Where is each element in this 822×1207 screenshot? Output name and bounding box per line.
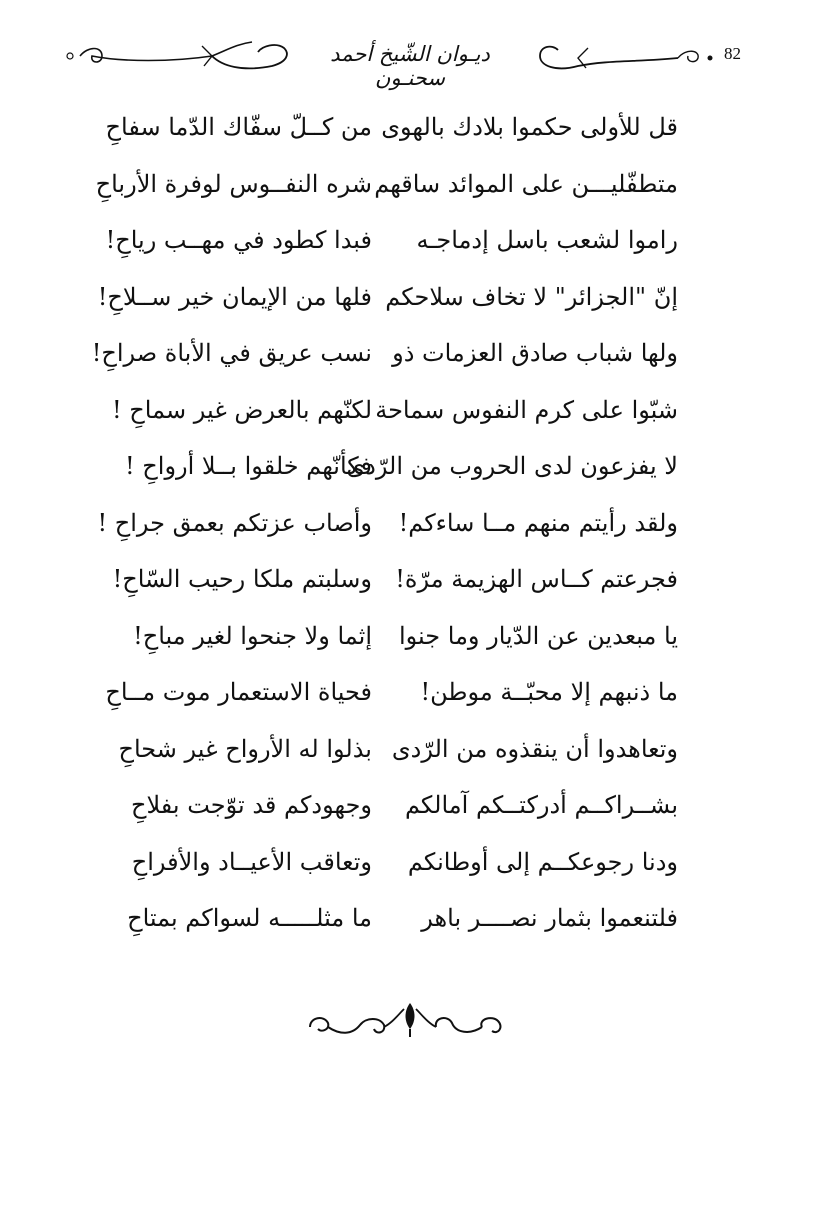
verse-second-hemistich: فبدا كطود في مهــب رياحِ! xyxy=(105,226,372,254)
verse xyxy=(100,439,700,496)
verse-first-hemistich: ما ذنبهم إلا محبّــة موطن! xyxy=(420,678,678,706)
verse xyxy=(100,552,700,609)
running-title: ديـوان الشّيخ أحمد سحنـون xyxy=(330,42,490,90)
verse xyxy=(97,496,700,553)
verse xyxy=(91,326,700,383)
verse xyxy=(100,665,700,722)
verse xyxy=(97,270,700,327)
verse xyxy=(100,722,700,779)
end-flourish-icon xyxy=(300,995,520,1055)
verse xyxy=(100,891,700,948)
header-flourish-left-icon xyxy=(62,36,292,76)
page-number: 82 xyxy=(724,44,741,63)
verse-second-hemistich: ما مثلـــــه لسواكم بمتاحِ xyxy=(127,904,372,932)
verse-first-hemistich: ولقد رأيتم منهم مــا ساءكم! xyxy=(398,508,678,537)
verse xyxy=(100,609,700,666)
poem-body xyxy=(91,100,700,948)
verse-first-hemistich: فلتنعموا بثمار نصــــر باهر xyxy=(421,904,678,932)
verse-first-hemistich: بشــراكــم أدركتــكم آمالكم xyxy=(404,791,678,819)
verse-second-hemistich: وأصاب عزتكم بعمق جراحِ ! xyxy=(97,508,372,537)
verse-second-hemistich: نسب عريق في الأباة صراحِ! xyxy=(91,339,372,367)
verse-first-hemistich: وتعاهدوا أن ينقذوه من الرّدى xyxy=(391,734,678,763)
verse-second-hemistich: بذلوا له الأرواح غير شحاحِ xyxy=(118,734,372,763)
verse-first-hemistich: ودنا رجوعكــم إلى أوطانكم xyxy=(407,847,678,876)
verse xyxy=(100,835,700,892)
verse-second-hemistich: من كــلّ سفّاك الدّما سفاحِ xyxy=(105,113,372,141)
verse-second-hemistich: وسلبتم ملكا رحيب السّاحِ! xyxy=(112,565,372,593)
verse-first-hemistich: فجرعتم كــاس الهزيمة مرّة! xyxy=(395,565,678,593)
verse-first-hemistich: إنّ "الجزائر" لا تخاف سلاحكم xyxy=(385,282,678,311)
verse-second-hemistich: وتعاقب الأعيــاد والأفراحِ xyxy=(131,847,372,876)
verse-first-hemistich: راموا لشعب باسل إدماجـه xyxy=(416,226,678,254)
verse-second-hemistich: فحياة الاستعمار موت مــاحِ xyxy=(105,678,372,706)
verse-second-hemistich: فكأنّهم خلقوا بــلا أرواحِ ! xyxy=(125,452,372,480)
verse xyxy=(100,213,700,270)
header-flourish-right-icon xyxy=(528,36,718,76)
verse-second-hemistich: شره النفــوس لوفرة الأرباحِ xyxy=(95,169,372,198)
verse-first-hemistich: ولها شباب صادق العزمات ذو xyxy=(392,339,678,367)
verse-first-hemistich: شبّوا على كرم النفوس سماحة xyxy=(375,395,678,424)
verse-first-hemistich: يا مبعدين عن الدّيار وما جنوا xyxy=(398,621,678,650)
verse-second-hemistich: فلها من الإيمان خير ســلاحِ! xyxy=(97,282,372,311)
verse xyxy=(95,157,700,214)
verse-second-hemistich: لكنّهم بالعرض غير سماحِ ! xyxy=(112,395,372,424)
verse-first-hemistich: متطفّليـــن على الموائد ساقهم xyxy=(374,169,678,198)
verse xyxy=(100,383,700,440)
verse-second-hemistich: إثما ولا جنحوا لغير مباحِ! xyxy=(133,621,372,650)
verse-second-hemistich: وجهودكم قد توّجت بفلاحِ xyxy=(130,791,372,819)
verse-first-hemistich: قل للأولى حكموا بلادك بالهوى xyxy=(381,113,678,141)
verse xyxy=(100,100,700,157)
verse-first-hemistich: لا يفزعون لدى الحروب من الرّدى xyxy=(346,452,678,480)
verse xyxy=(100,778,700,835)
page-header xyxy=(0,22,822,90)
